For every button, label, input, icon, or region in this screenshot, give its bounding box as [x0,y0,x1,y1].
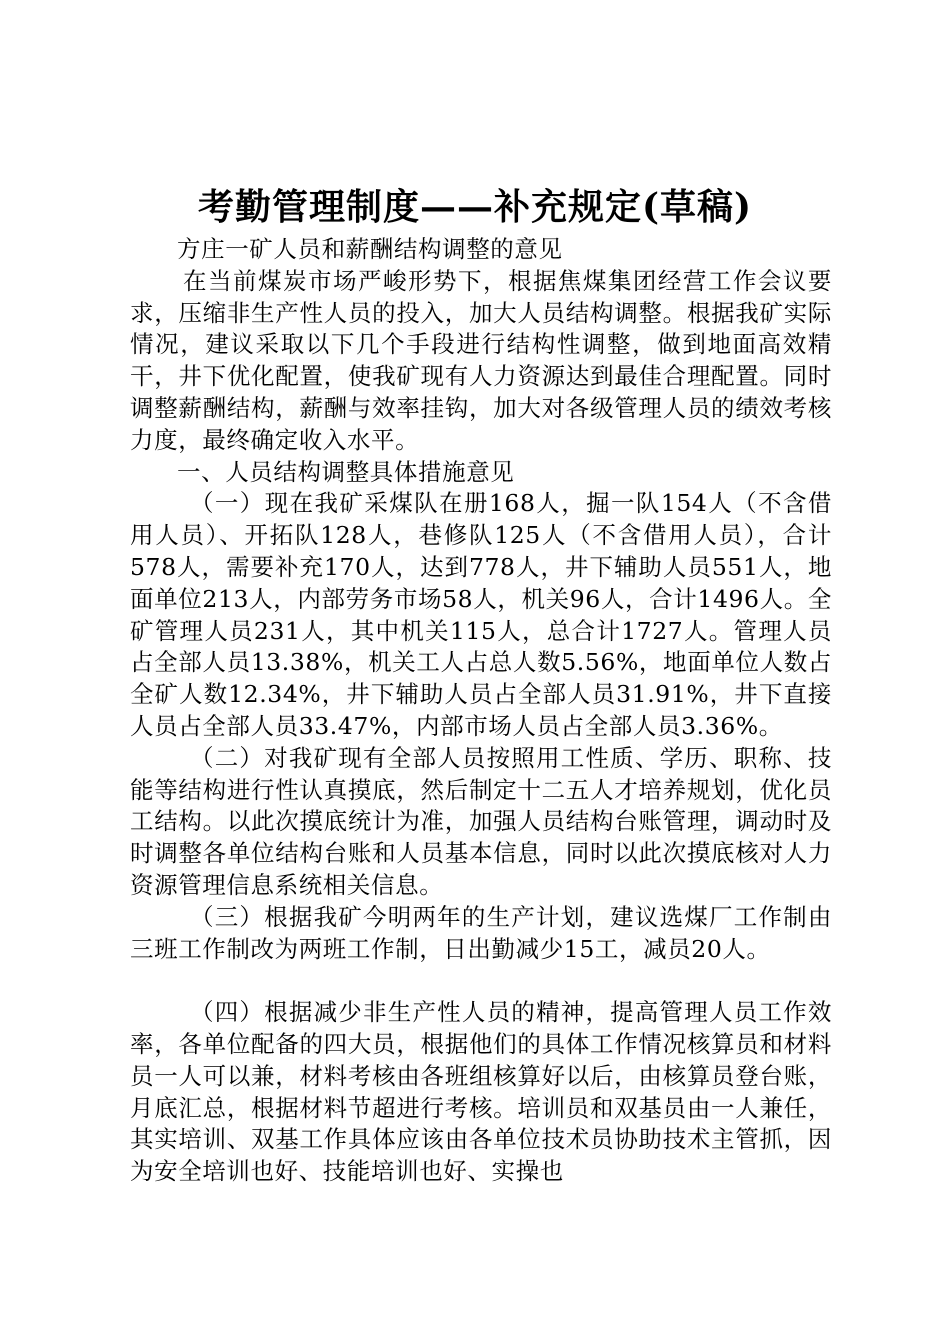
document-body [130,234,832,1188]
paragraph-item-2: （二）对我矿现有全部人员按照用工性质、学历、职称、技能等结构进行性认真摸底，然后制定十二五人才培养规划，优化员工结构。以此次摸底统计为准，加强人员结构台账管理，调动时及时调整各单位结构台账和人员基本信息，同时以此次摸底核对人力资源管理信息系统相关信息。 [130,743,832,899]
intro-paragraph: 在当前煤炭市场严峻形势下，根据焦煤集团经营工作会议要求，压缩非生产性人员的投入，加大人员结构调整。根据我矿实际情况，建议采取以下几个手段进行结构性调整，做到地面高效精干，井下优化配置，使我矿现有人力资源达到最佳合理配置。同时调整薪酬结构，薪酬与效率挂钩，加大对各级管理人员的绩效考核力度，最终确定收入水平。 [130,266,832,454]
document-title: 考勤管理制度——补充规定(草稿) [197,186,753,228]
paragraph-item-4: （四）根据减少非生产性人员的精神，提高管理人员工作效率，各单位配备的四大员，根据他们的具体工作情况核算员和材料员一人可以兼，材料考核由各班组核算好以后，由核算员登台账，月底汇总，根据材料节超进行考核。培训员和双基员由一人兼任，其实培训、双基工作具体应该由各单位技术员协助技术主管抓，因为安全培训也好、技能培训也好、实操也 [130,998,832,1186]
paragraph-item-1: （一）现在我矿采煤队在册168人，掘一队154人（不含借用人员）、开拓队128人，巷修队125人（不含借用人员），合计578人，需要补充170人，达到778人，井下辅助人员551人，地面单位213人，内部劳务市场58人，机关96人，合计1496人。全矿管理人员231人，其中机关115人，总合计1727人。管理人员占全部人员13.38%，机关工人占总人数5.56%，地面单位人数占全矿人数12.34%，井下辅助人员占全部人员31.91%，井下直接人员占全部人员33.47%，内部市场人员占全部人员3.36%。 [130,489,832,740]
paragraph-spacer [130,965,832,997]
paragraph-item-3: （三）根据我矿今明两年的生产计划，建议选煤厂工作制由三班工作制改为两班工作制，日出勤减少15工，减员20人。 [130,902,832,963]
document-subtitle: 方庄一矿人员和薪酬结构调整的意见 [177,235,563,263]
section-heading: 一、人员结构调整具体措施意见 [177,457,515,486]
